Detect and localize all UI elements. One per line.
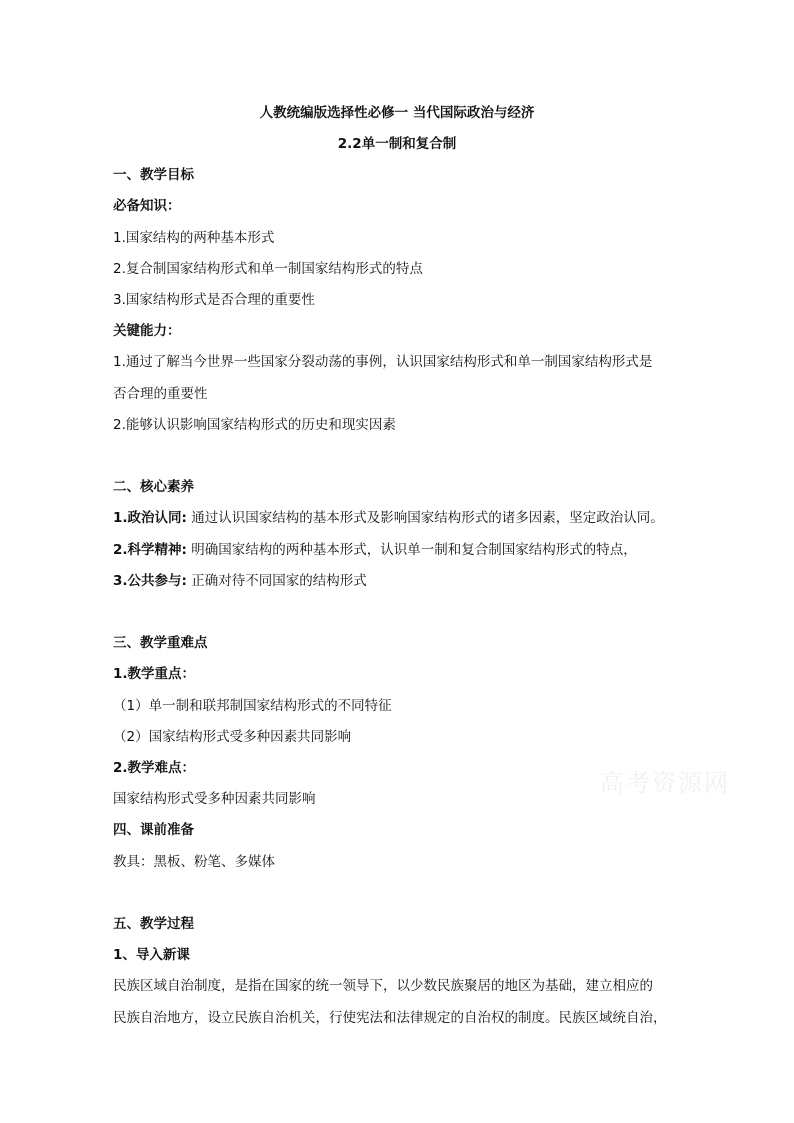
- section-heading-process: 五、教学过程: [113, 916, 194, 932]
- process-paragraph-line2: 民族自治地方，设立民族自治机关，行使宪法和法律规定的自治权的制度。民族区域统自治，: [113, 1010, 667, 1026]
- literacy-item-3-label: 3.公共参与:: [113, 573, 187, 589]
- document-subtitle: 2.2单一制和复合制: [337, 136, 457, 152]
- ability-item-1-line2: 否合理的重要性: [113, 386, 208, 402]
- watermark: 高考资源网: [600, 769, 730, 797]
- ability-heading: 关键能力：: [113, 323, 181, 339]
- knowledge-item-2: 2.复合制国家结构形式和单一制国家结构形式的特点: [113, 261, 423, 277]
- knowledge-item-1: 1.国家结构的两种基本形式: [113, 230, 275, 246]
- literacy-item-3-text: 正确对待不同国家的结构形式: [186, 573, 367, 589]
- section-heading-objectives: 一、教学目标: [113, 167, 194, 183]
- section-heading-core-literacy: 二、核心素养: [113, 479, 194, 495]
- literacy-item-2-label: 2.科学精神:: [113, 542, 187, 558]
- section-heading-key-difficult: 三、教学重难点: [113, 635, 208, 651]
- key-points-heading: 1.教学重点：: [113, 666, 196, 682]
- ability-item-2: 2.能够认识影响国家结构形式的历史和现实因素: [113, 417, 396, 433]
- key-point-2: （2）国家结构形式受多种因素共同影响: [113, 729, 352, 745]
- difficult-point-1: 国家结构形式受多种因素共同影响: [113, 791, 316, 807]
- knowledge-heading: 必备知识：: [113, 198, 181, 214]
- document-title: 人教统编版选择性必修一 当代国际政治与经济: [259, 105, 535, 121]
- literacy-item-2-text: 明确国家结构的两种基本形式，认识单一制和复合制国家结构形式的特点，: [186, 542, 637, 558]
- literacy-item-1: [113, 509, 664, 527]
- process-step-1-heading: 1、导入新课: [113, 947, 190, 963]
- literacy-item-2: [113, 541, 637, 559]
- ability-item-1-line1: 1.通过了解当今世界一些国家分裂动荡的事例，认识国家结构形式和单一制国家结构形式是: [113, 354, 653, 370]
- difficult-points-heading: 2.教学难点：: [113, 760, 196, 776]
- literacy-item-1-label: 1.政治认同:: [113, 510, 187, 526]
- literacy-item-3: [113, 572, 367, 590]
- section-heading-preparation: 四、课前准备: [113, 822, 194, 838]
- literacy-item-1-text: 通过认识国家结构的基本形式及影响国家结构形式的诸多因素，坚定政治认同。: [186, 510, 664, 526]
- process-paragraph-line1: 民族区域自治制度，是指在国家的统一领导下，以少数民族聚居的地区为基础，建立相应的: [113, 978, 653, 994]
- preparation-text: 教具：黑板、粉笔、多媒体: [113, 854, 275, 870]
- knowledge-item-3: 3.国家结构形式是否合理的重要性: [113, 292, 315, 308]
- key-point-1: （1）单一制和联邦制国家结构形式的不同特征: [113, 698, 392, 714]
